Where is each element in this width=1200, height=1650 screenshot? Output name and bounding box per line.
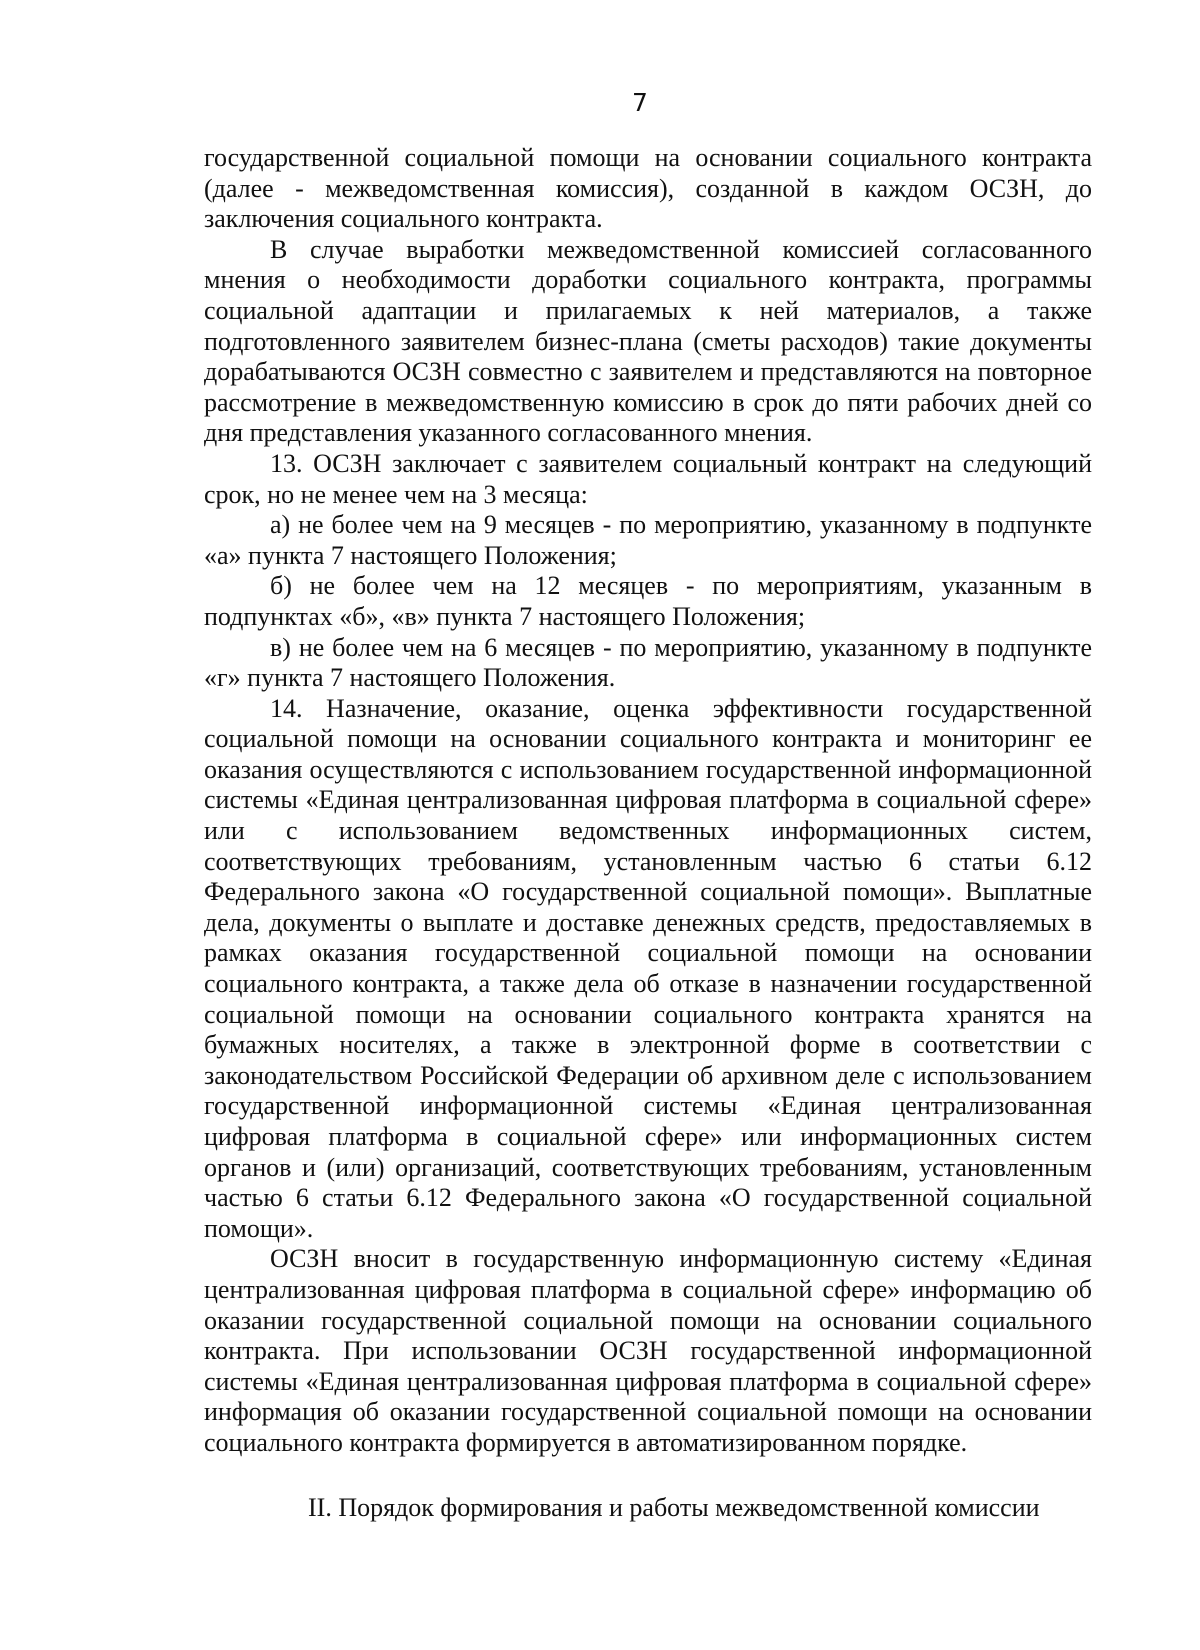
paragraph-13-b: б) не более чем на 12 месяцев - по мероприятиям, указанным в подпунктах «б», «в» пункта 7 настоящего Положения; [204,571,1092,631]
paragraph-continuation: государственной социальной помощи на основании социального контракта (далее - межведомственная комиссия), созданной в каждом ОСЗН, до заключения социального контракта. [204,143,1092,234]
paragraph-14: 14. Назначение, оказание, оценка эффективности государственной социальной помощи на основании социального контракта и мониторинг ее оказания осуществляются с использованием государственной информационной системы «Единая централизованная цифровая платформа в социальной сфере» или с использованием ведомственных информационных систем, соответствующих требованиям, установленным частью 6 статьи 6.12 Федерального закона «О государственной социальной помощи». Выплатные дела, документы о выплате и доставке денежных средств, предоставляемых в рамках оказания государственной социальной помощи на основании социального контракта, а также дела об отказе в назначении государственной социальной помощи на основании социального контракта хранятся на бумажных носителях, а также в электронной форме в соответствии с законодательством Российской Федерации об архивном деле с использованием государственной информационной системы «Единая централизованная цифровая платформа в социальной сфере» или информационных систем органов и (или) организаций, соответствующих требованиям, установленным частью 6 статьи 6.12 Федерального закона «О государственной социальной помощи». [204,693,1092,1243]
paragraph-13: 13. ОСЗН заключает с заявителем социальный контракт на следующий срок, но не менее чем на 3 месяца: [204,448,1092,509]
body-text [204,143,1092,1459]
paragraph-13-v: в) не более чем на 6 месяцев - по мероприятию, указанному в подпункте «г» пункта 7 настоящего Положения. [204,632,1092,693]
paragraph-oszn-information: ОСЗН вносит в государственную информационную систему «Единая централизованная цифровая платформа в социальной сфере» информацию об оказании государственной социальной помощи на основании социального контракта. При использовании ОСЗН государственной информационной системы «Единая централизованная цифровая платформа в социальной сфере» информация об оказании государственной социальной помощи на основании социального контракта формируется в автоматизированном порядке. [204,1244,1092,1457]
section-heading: II. Порядок формирования и работы межведомственной комиссии [308,1493,1040,1522]
page-number: 7 [632,88,648,117]
paragraph-13-a: а) не более чем на 9 месяцев - по мероприятию, указанному в подпункте «а» пункта 7 настоящего Положения; [204,510,1092,570]
paragraph-revision-opinion: В случае выработки межведомственной комиссией согласованного мнения о необходимости доработки социального контракта, программы социальной адаптации и прилагаемых к ней материалов, а также подготовленного заявителем бизнес-плана (сметы расходов) такие документы дорабатываются ОСЗН совместно с заявителем и представляются на повторное рассмотрение в межведомственную комиссию в срок до пяти рабочих дней со дня представления указанного согласованного мнения. [204,234,1092,448]
